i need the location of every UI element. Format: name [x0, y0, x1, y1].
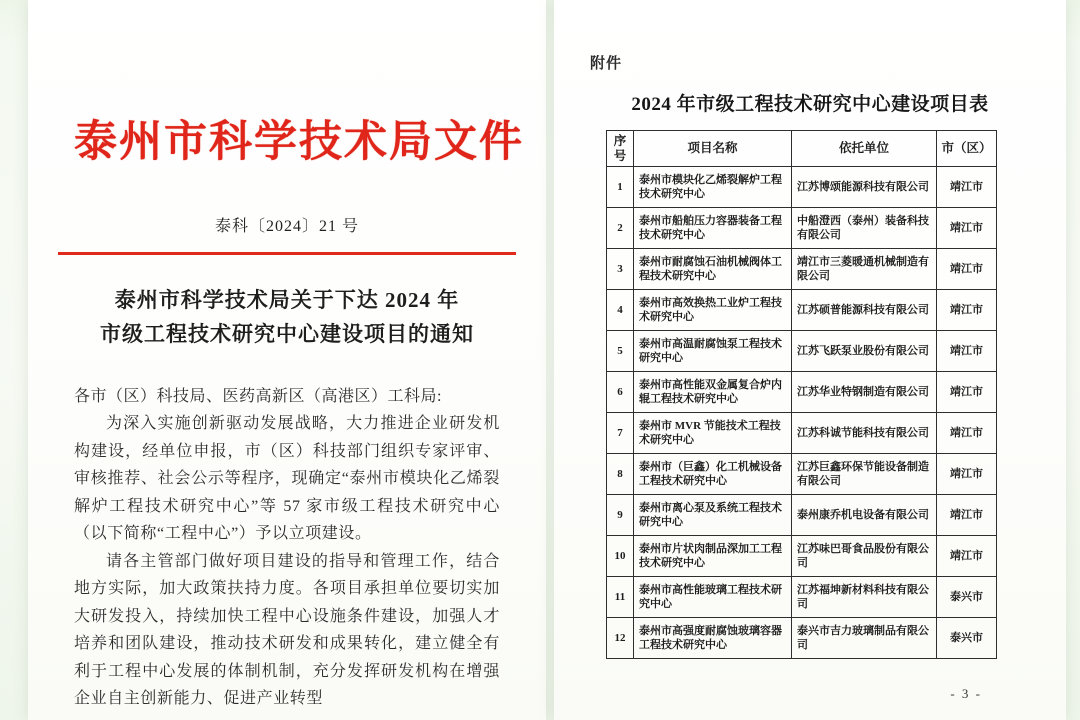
body-paragraph-2: 请各主管部门做好项目建设的指导和管理工作，结合地方实际，加大政策扶持力度。各项目承担单位要切实加大研发投入，持续加快工程中心设施条件建设，加强人才培养和团队建设，推动技术研发和成果转化，建立健全有利于工程中心发展的体制机制，充分发挥研发机构在增强企业自主创新能力、促进产业转型 [74, 552, 500, 707]
cell-support-org: 泰州康乔机电设备有限公司 [792, 495, 937, 536]
cell-seq-number: 6 [607, 372, 634, 413]
cell-seq-number: 12 [607, 618, 634, 659]
cell-support-org: 江苏博颂能源科技有限公司 [792, 167, 937, 208]
cell-project-name: 泰州市离心泵及系统工程技术研究中心 [634, 495, 792, 536]
cell-project-name: 泰州市模块化乙烯裂解炉工程技术研究中心 [634, 167, 792, 208]
cell-support-org: 江苏华业特钢制造有限公司 [792, 372, 937, 413]
cell-project-name: 泰州市高性能双金属复合炉内辊工程技术研究中心 [634, 372, 792, 413]
cell-project-name: 泰州市片状肉制品深加工工程技术研究中心 [634, 536, 792, 577]
document-body [28, 108, 546, 713]
attachment-page [554, 0, 1066, 720]
table-body [607, 167, 997, 659]
cell-seq-number: 11 [607, 577, 634, 618]
table-row [607, 577, 997, 618]
cell-support-org: 靖江市三菱暖通机械制造有限公司 [792, 249, 937, 290]
document-number: 泰科〔2024〕21 号 [214, 218, 359, 235]
cell-support-org: 江苏飞跃泵业股份有限公司 [792, 331, 937, 372]
cell-seq-number: 3 [607, 249, 634, 290]
cell-seq-number: 1 [607, 167, 634, 208]
cell-project-name: 泰州市船舶压力容器装备工程技术研究中心 [634, 208, 792, 249]
col-header-name: 项目名称 [634, 131, 792, 167]
cell-district: 靖江市 [937, 167, 997, 208]
cell-district: 靖江市 [937, 536, 997, 577]
cell-district: 靖江市 [937, 372, 997, 413]
cell-support-org: 江苏科诚节能科技有限公司 [792, 413, 937, 454]
table-header-row [607, 131, 997, 167]
cell-seq-number: 8 [607, 454, 634, 495]
cell-support-org: 江苏福坤新材料科技有限公司 [792, 577, 937, 618]
cell-district: 靖江市 [937, 331, 997, 372]
cell-district: 靖江市 [937, 495, 997, 536]
table-row [607, 618, 997, 659]
table-row [607, 495, 997, 536]
notice-title-line2: 市级工程技术研究中心建设项目的通知 [100, 322, 474, 346]
cell-district: 靖江市 [937, 413, 997, 454]
cell-district: 靖江市 [937, 454, 997, 495]
cell-seq-number: 10 [607, 536, 634, 577]
cell-support-org: 江苏巨鑫环保节能设备制造有限公司 [792, 454, 937, 495]
body-paragraph-1: 为深入实施创新驱动发展战略，大力推进企业研发机构建设，经单位申报，市（区）科技部门组织专家评审、审核推荐、社会公示等程序，现确定“泰州市模块化乙烯裂解炉工程技术研究中心”等 57 家市级工程技术研究中心（以下简称“工程中心”）予以立项建设。 [74, 415, 500, 542]
cell-seq-number: 2 [607, 208, 634, 249]
col-header-district: 市（区） [937, 131, 997, 167]
cell-district: 靖江市 [937, 249, 997, 290]
table-title: 2024 年市级工程技术研究中心建设项目表 [631, 94, 989, 115]
cell-district: 泰兴市 [937, 618, 997, 659]
attachment-body [554, 0, 1066, 659]
page-number: - 3 - [950, 686, 982, 701]
table-row [607, 454, 997, 495]
table-row [607, 372, 997, 413]
table-row [607, 536, 997, 577]
cell-support-org: 泰兴市吉力玻璃制品有限公司 [792, 618, 937, 659]
cell-support-org: 中船澄西（泰州）装备科技有限公司 [792, 208, 937, 249]
cell-support-org: 江苏味巴哥食品股份有限公司 [792, 536, 937, 577]
cell-project-name: 泰州市高效换热工业炉工程技术研究中心 [634, 290, 792, 331]
table-row [607, 208, 997, 249]
attachment-label: 附件 [590, 56, 623, 72]
cell-project-name: 泰州市高强度耐腐蚀玻璃容器工程技术研究中心 [634, 618, 792, 659]
cell-district: 泰兴市 [937, 577, 997, 618]
cell-support-org: 江苏硕普能源科技有限公司 [792, 290, 937, 331]
cell-district: 靖江市 [937, 290, 997, 331]
cell-project-name: 泰州市耐腐蚀石油机械阀体工程技术研究中心 [634, 249, 792, 290]
red-divider-line [58, 252, 516, 255]
table-row [607, 290, 997, 331]
red-letterhead-title: 泰州市科学技术局文件 [74, 119, 524, 166]
col-header-org: 依托单位 [792, 131, 937, 167]
cell-project-name: 泰州市高性能玻璃工程技术研究中心 [634, 577, 792, 618]
table-row [607, 167, 997, 208]
col-header-seq: 序号 [607, 131, 634, 167]
projects-table [606, 130, 997, 659]
table-row [607, 331, 997, 372]
notice-title-line1: 泰州市科学技术局关于下达 2024 年 [114, 288, 460, 312]
table-row [607, 413, 997, 454]
cell-project-name: 泰州市高温耐腐蚀泵工程技术研究中心 [634, 331, 792, 372]
cell-seq-number: 7 [607, 413, 634, 454]
table-row [607, 249, 997, 290]
document-page [28, 0, 546, 720]
cell-seq-number: 9 [607, 495, 634, 536]
cell-seq-number: 4 [607, 290, 634, 331]
notice-title [74, 283, 500, 351]
cell-project-name: 泰州市 MVR 节能技术工程技术研究中心 [634, 413, 792, 454]
cell-seq-number: 5 [607, 331, 634, 372]
salutation-line: 各市（区）科技局、医药高新区（高港区）工科局: [74, 388, 442, 405]
cell-project-name: 泰州市（巨鑫）化工机械设备工程技术研究中心 [634, 454, 792, 495]
cell-district: 靖江市 [937, 208, 997, 249]
